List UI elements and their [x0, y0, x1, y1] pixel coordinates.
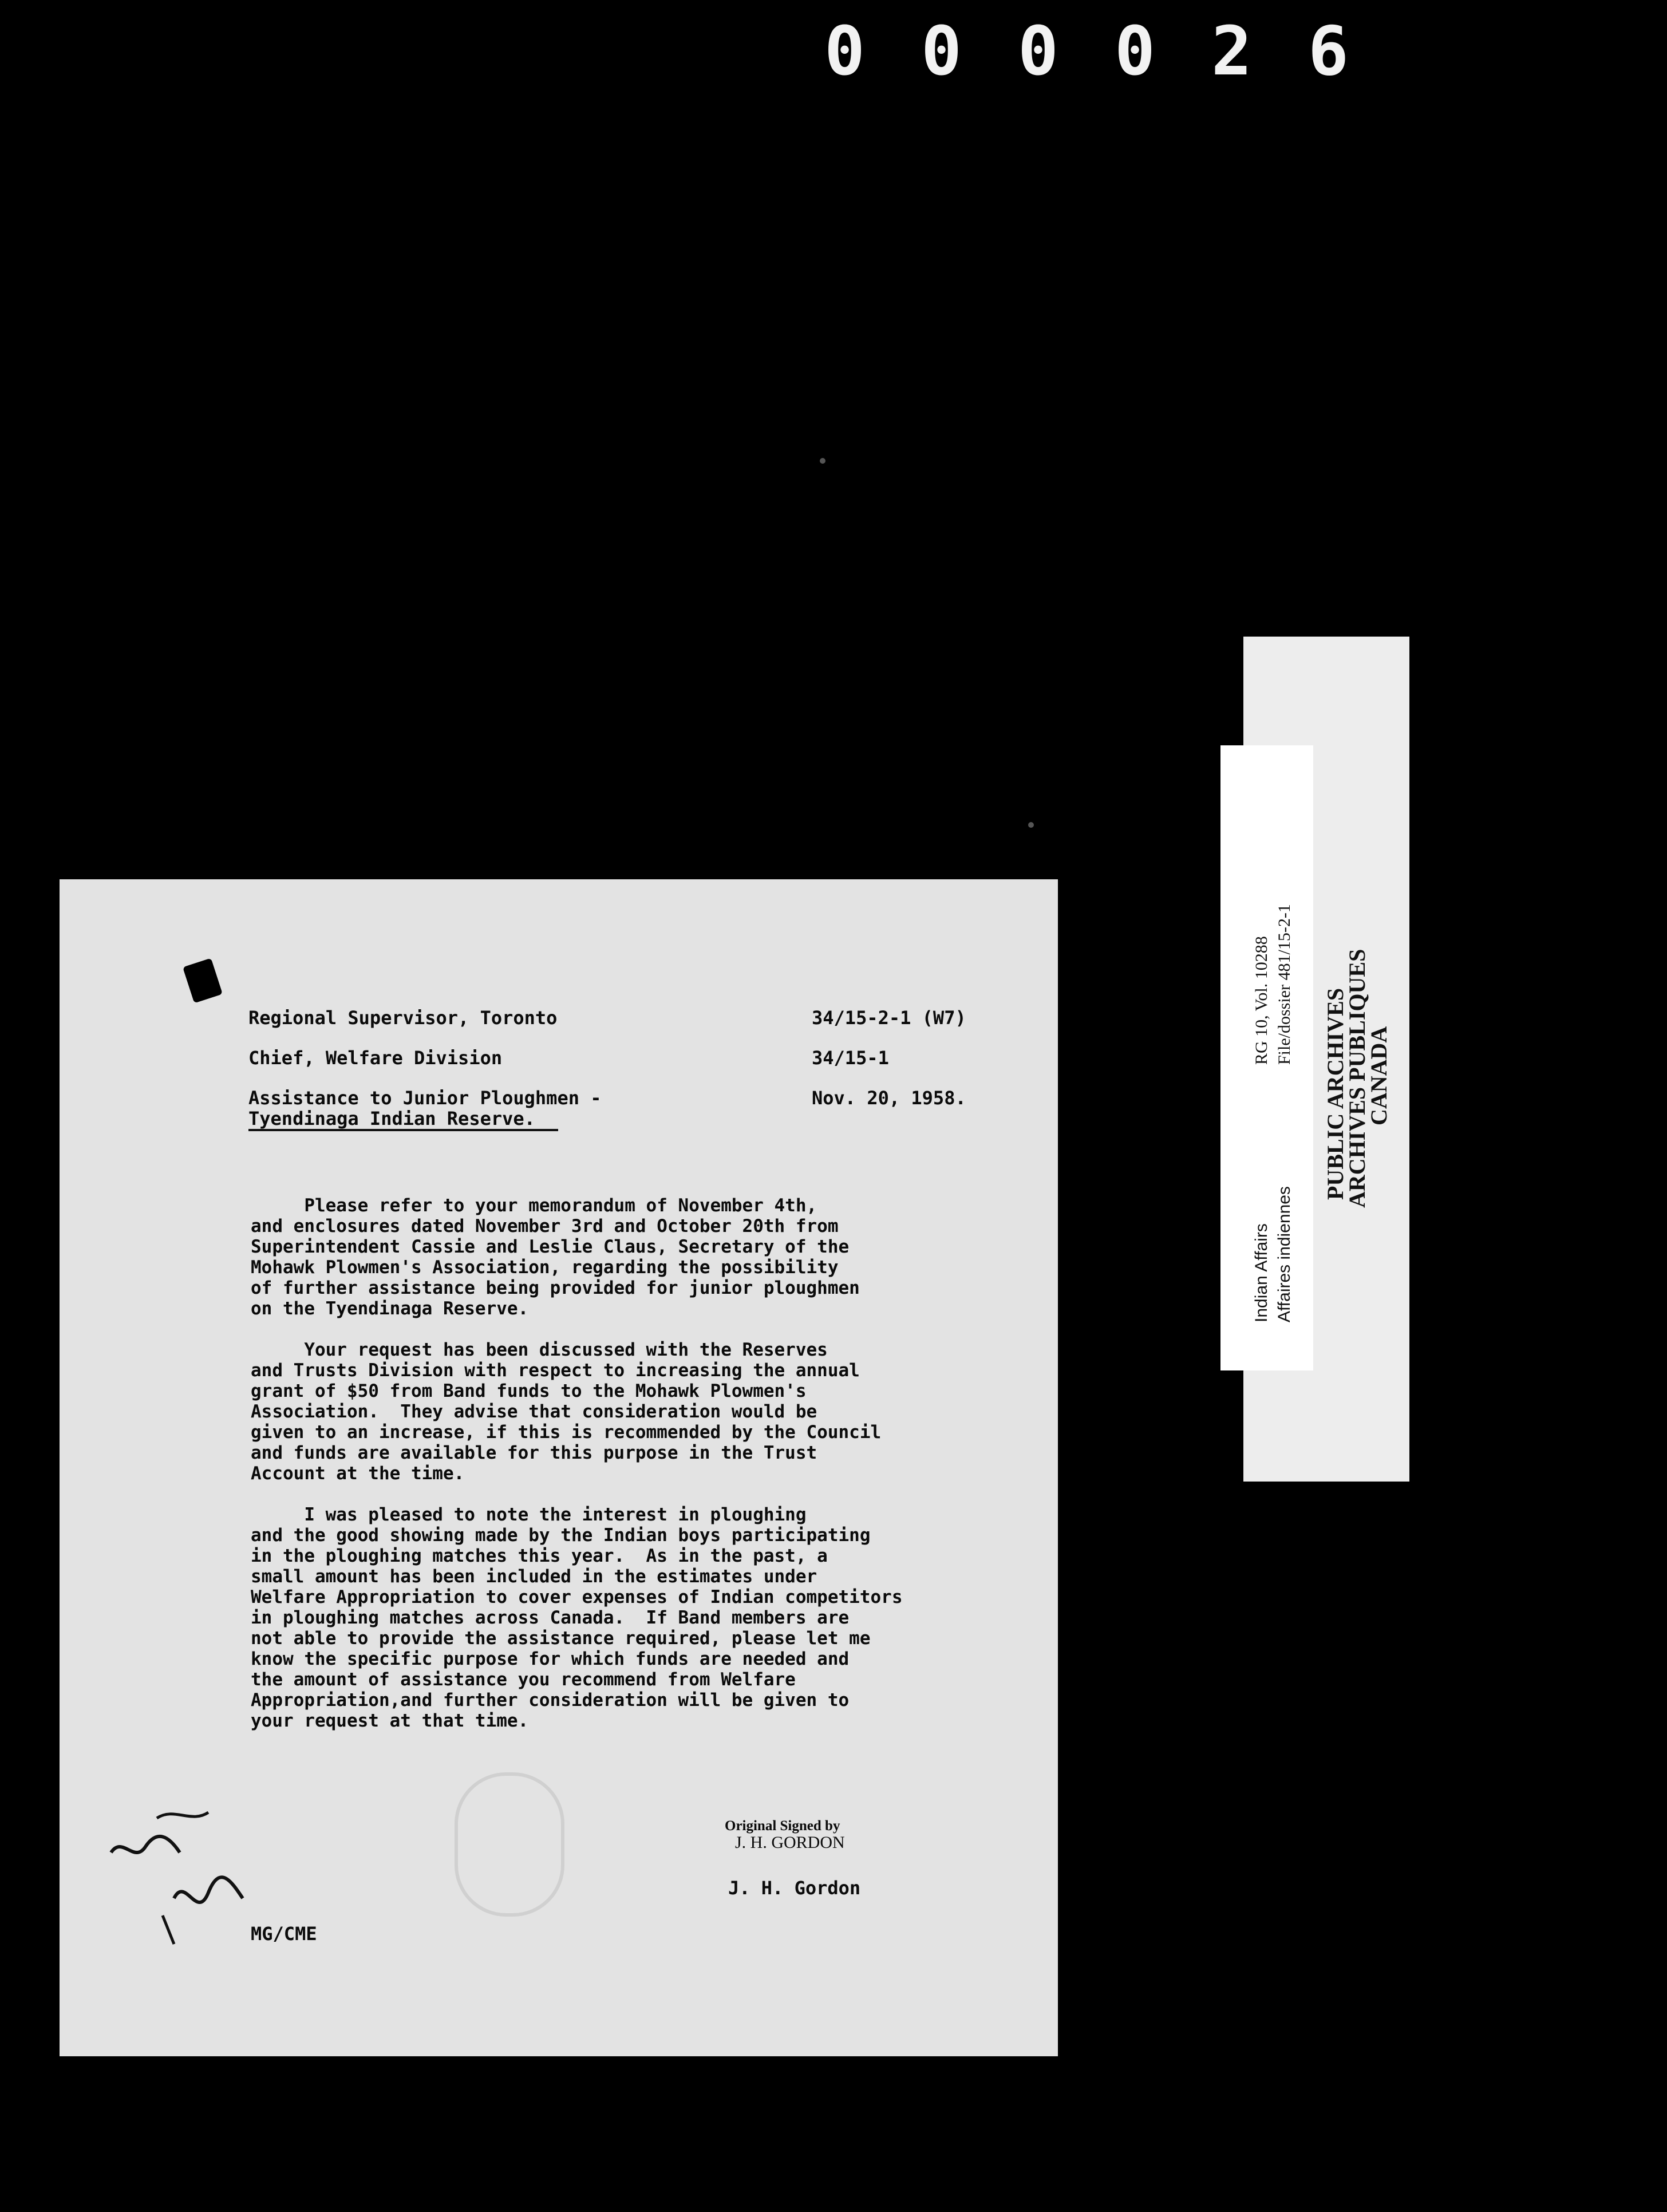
memo-paragraph: Please refer to your memorandum of November 4th, and enclosures dated November 3rd and October 20th from Superintendent Cassie and Leslie Claus, Secretary of the Mohawk Plowmen's Association, regarding the possibility of further assistance being provided for junior ploughmen on the Tyendinaga Reserve. — [251, 1195, 860, 1319]
memo-paragraph: I was pleased to note the interest in ploughing and the good showing made by the Indian boys participating in the ploughing matches this year. As in the past, a small amount has been included in the estimates under Welfare Appropriation to cover expenses of Indian competitors in ploughing matches across Canada. If Band members are not able to provide the assistance required, please let me know the specific purpose for which funds are needed and the amount of assistance you recommend from Welfare Appropriation,and further consideration will be given to your request at that time. — [251, 1504, 903, 1731]
label-archives-line1: PUBLIC ARCHIVES — [1322, 988, 1348, 1200]
frame-digit: 0 — [824, 11, 868, 90]
memo-subject-line2: Tyendinaga Indian Reserve. — [248, 1108, 558, 1131]
label-department-en: Indian Affairs — [1252, 1223, 1271, 1322]
punch-hole — [183, 958, 223, 1004]
memo-body — [251, 1195, 1052, 1752]
handwritten-annotation — [100, 1784, 271, 1956]
memo-from-file: 34/15-1 — [812, 1047, 889, 1069]
film-speck — [820, 458, 825, 464]
frame-digit: 2 — [1211, 11, 1254, 90]
memo-to-file: 34/15-2-1 (W7) — [812, 1007, 966, 1029]
memo-paragraph: Your request has been discussed with the Reserves and Trusts Division with respect to increasing the annual grant of $50 from Band funds to the Mohawk Plowmen's Association. They advise that consideration would be given to an increase, if this is recommended by the Council and funds are available for this purpose in the Trust Account at the time. — [251, 1340, 882, 1484]
label-archives-line2: ARCHIVES PUBLIQUES — [1344, 949, 1370, 1208]
signature-stamp-name: J. H. GORDON — [735, 1833, 845, 1852]
memo-date: Nov. 20, 1958. — [812, 1087, 966, 1109]
label-file-ref: File/dossier 481/15-2-1 — [1275, 904, 1294, 1065]
label-department-fr: Affaires indiennes — [1275, 1186, 1294, 1322]
signature-stamp-caption: Original Signed by — [725, 1818, 840, 1834]
faint-stamp-mark — [455, 1772, 564, 1917]
film-speck — [1028, 822, 1034, 828]
typist-initials: MG/CME — [251, 1923, 317, 1945]
frame-digit: 0 — [1114, 11, 1158, 90]
memo-subject-line1: Assistance to Junior Ploughmen - — [248, 1087, 602, 1109]
label-record-group: RG 10, Vol. 10288 — [1252, 936, 1271, 1065]
signature-typed-name: J. H. Gordon — [728, 1877, 861, 1899]
memo-from: Chief, Welfare Division — [248, 1047, 503, 1069]
frame-digit: 0 — [1017, 11, 1061, 90]
label-archives-line3: CANADA — [1366, 1026, 1392, 1125]
memo-page — [60, 879, 1058, 2056]
frame-digit: 0 — [921, 11, 965, 90]
memo-to: Regional Supervisor, Toronto — [248, 1007, 558, 1029]
frame-number — [824, 11, 1351, 90]
frame-digit: 6 — [1307, 11, 1351, 90]
